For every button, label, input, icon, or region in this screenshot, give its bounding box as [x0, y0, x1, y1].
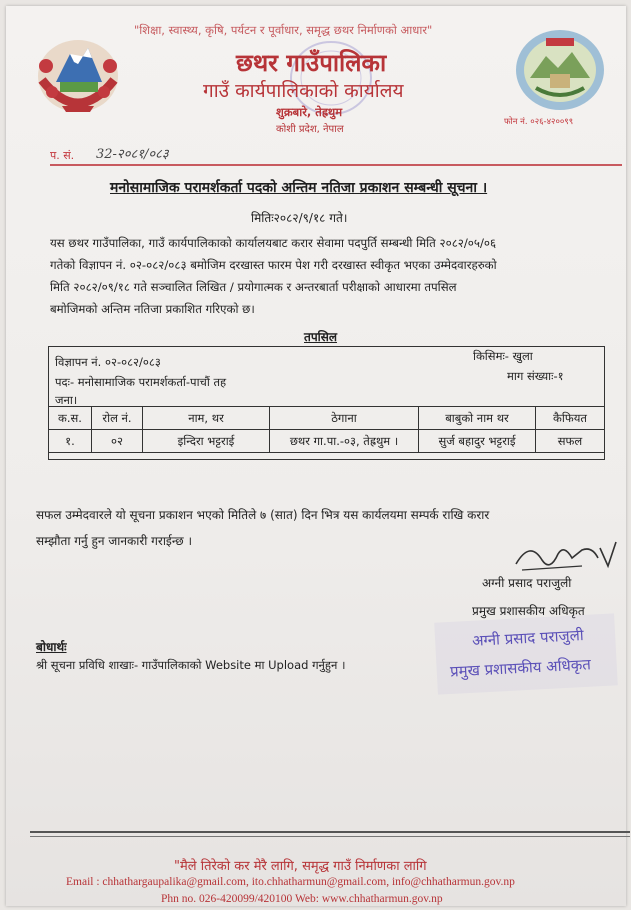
tapsil-heading: तपसिल	[304, 330, 338, 344]
column-header: कैफियत	[536, 407, 605, 430]
office-name: गाउँ कार्यपालिकाको कार्यालय	[203, 80, 404, 102]
header-divider	[50, 164, 622, 166]
letterhead-tagline: "शिक्षा, स्वास्थ्य, कृषि, पर्यटन र पूर्वाधार, समृद्ध छथर निर्माणको आधार"	[134, 23, 433, 37]
table-header-row	[49, 407, 605, 430]
footer-phone: Phn no. 026-420099/420100 Web: www.chhatharmun.gov.np	[161, 893, 443, 905]
column-header: ठेगाना	[270, 407, 419, 430]
footer-divider-thin	[30, 836, 630, 837]
table-cell: सुर्ज बहादुर भट्टराई	[419, 430, 536, 453]
post-label: पदः- मनोसामाजिक परामर्शकर्ता-पाचौं तह	[55, 375, 227, 389]
nepal-emblem-logo	[32, 36, 124, 118]
body-line: मिति २०८२/०९/१८ गते सञ्चालित लिखित / प्रयोगात्मक र अन्तरबार्ता परीक्षाको आधारमा तपसिल	[50, 280, 457, 294]
cc-label: बोधार्थः	[36, 640, 67, 654]
stamp-name: अग्नी प्रसाद पराजुली	[471, 626, 585, 650]
stamp-designation: प्रमुख प्रशासकीय अधिकृत	[449, 655, 592, 681]
table-cell: १.	[49, 430, 92, 453]
instruction-line: सम्झौता गर्नु हुन जानकारी गराईन्छ ।	[36, 534, 193, 548]
column-header: नाम, थर	[143, 407, 270, 430]
instruction-line: सफल उम्मेदवारले यो सूचना प्रकाशन भएको मितिले ७ (सात) दिन भित्र यस कार्यलयमा सम्पर्क राखि करार	[36, 508, 490, 522]
table-cell: सफल	[536, 430, 605, 453]
table-cell: छथर गा.पा.-०३, तेह्रथुम ।	[270, 430, 419, 453]
notice-date: मितिः२०८२/९/१८ गते।	[251, 211, 348, 225]
column-header: क.स.	[49, 407, 92, 430]
body-line: गतेको विज्ञापन नं. ०२-०८२/०८३ बमोजिम दरखास्त फारम पेश गरी दरखास्त स्वीकृत भएका उम्मेदवारहरुको	[50, 258, 497, 272]
column-header: बाबुको नाम थर	[419, 407, 536, 430]
footer-email: Email : chhathargaupalika@gmail.com, ito.chhatharmun@gmail.com, info@chhatharmun.gov.np	[66, 876, 515, 888]
footer-motto: "मैले तिरेको कर मेरै लागि, समृद्ध गाउँ निर्माणका लागि	[174, 859, 427, 874]
table-cell: ०२	[92, 430, 143, 453]
body-line: बमोजिमको अन्तिम नतिजा प्रकाशित गरिएको छ।	[50, 302, 255, 316]
office-location: शुक्रबारे, तेह्रथुम	[276, 105, 343, 119]
organization-name: छथर गाउँपालिका	[236, 49, 387, 77]
notice-body	[50, 232, 622, 320]
table-row	[49, 430, 605, 453]
office-province: कोशी प्रदेश, नेपाल	[276, 124, 344, 135]
body-line: यस छथर गाउँपालिका, गाउँ कार्यपालिकाको कार्यालयबाट करार सेवामा पदपुर्ति सम्बन्धी मिति २०८२/०५/०६	[50, 236, 497, 250]
reference-label: प. सं.	[50, 149, 75, 162]
results-table	[48, 406, 605, 453]
document-page	[6, 6, 626, 906]
category-label: किसिमः- खुला	[473, 349, 533, 363]
demand-count: माग संख्याः-१	[507, 369, 564, 383]
cc-line: श्री सूचना प्रविधि शाखाः- गाउँपालिकाको Website मा Upload गर्नुहुन ।	[36, 658, 346, 672]
post-continued: जना।	[55, 393, 78, 407]
notice-title: मनोसामाजिक परामर्शकर्ता पदको अन्तिम नतिजा प्रकाशन सम्बन्धी सूचना ।	[110, 180, 488, 196]
signatory-designation: प्रमुख प्रशासकीय अधिकृत	[472, 604, 585, 618]
letterhead-phone: फोन नं. ०२६-४२००९९	[504, 117, 574, 127]
column-header: रोल नं.	[92, 407, 143, 430]
footer-divider	[30, 831, 630, 833]
table-cell: इन्दिरा भट्टराई	[143, 430, 270, 453]
reference-number: 32-२०८१/०८३	[96, 147, 169, 162]
advertisement-number: विज्ञापन नं. ०२-०८२/०८३	[55, 355, 161, 369]
handwritten-signature	[512, 536, 622, 576]
municipality-logo	[514, 28, 606, 112]
signatory-name: अग्नी प्रसाद पराजुली	[482, 576, 572, 590]
